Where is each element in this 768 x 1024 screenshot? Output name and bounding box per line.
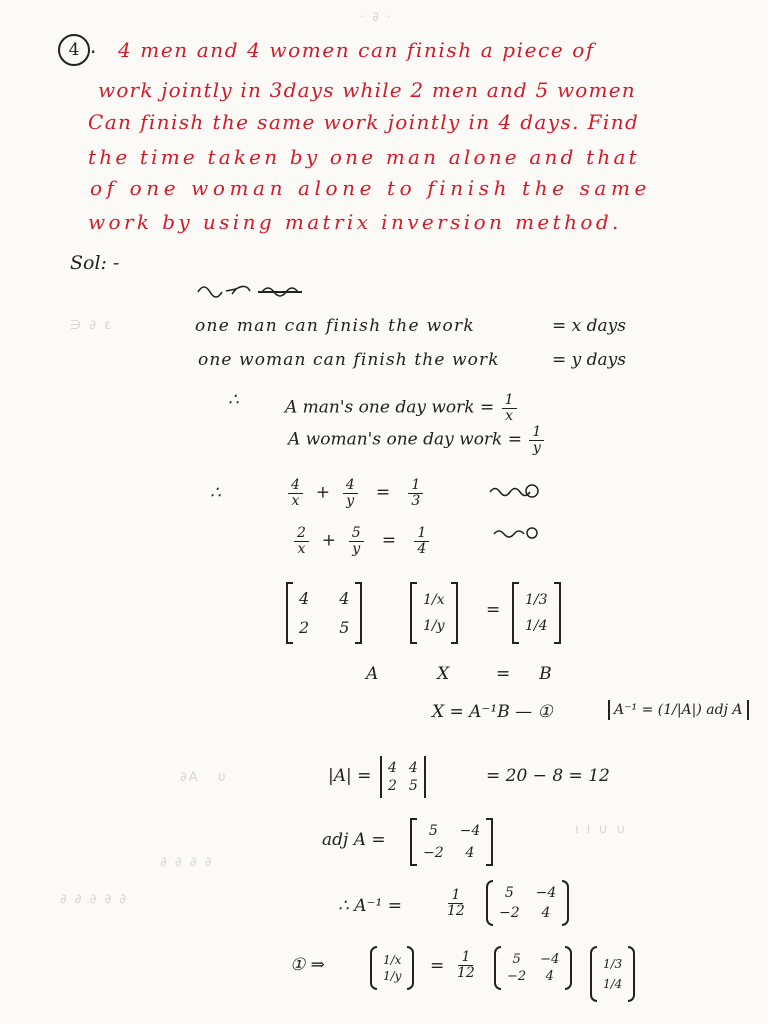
- final-adjoint-matrix: 5 −4 −2 4: [494, 946, 572, 990]
- scratched-out-text: [488, 483, 544, 499]
- bleed-through-mark: ∂ ∂ ∂ ∂: [160, 855, 214, 870]
- inverse-formula: A⁻¹ = (1/|A|) adj A: [608, 700, 749, 720]
- question-number-dot: .: [90, 34, 97, 58]
- vector-B: 1/3 1/4: [512, 582, 561, 644]
- final-equals: =: [430, 956, 445, 976]
- scratched-out-text: [196, 282, 306, 300]
- bleed-through-mark: ı ı ∪ ∪: [575, 822, 628, 837]
- bleed-through-mark: ∋ ∂ ε: [70, 318, 114, 333]
- adjoint-label: adj A =: [322, 830, 386, 850]
- final-step-prefix: ① ⇒: [290, 955, 325, 975]
- let-man-statement: one man can finish the work: [195, 316, 476, 336]
- let-woman-value: = y days: [552, 350, 627, 370]
- question-line-3: Can finish the same work jointly in 4 days. Find: [88, 110, 640, 134]
- matrix-A: 4 4 2 5: [286, 582, 362, 644]
- question-line-5: of one woman alone to finish the same: [90, 176, 651, 200]
- question-line-1: 4 men and 4 women can finish a piece of: [118, 38, 595, 62]
- equation-1: $\frac{4}{x}$ + $\frac{4}{y}$ = $\frac{1}{3}$: [286, 478, 425, 508]
- determinant-label: |A| =: [328, 766, 372, 786]
- determinant-A: 4 4 2 5: [380, 756, 426, 798]
- inverse-scalar: $\frac{1}{12}$: [447, 887, 465, 919]
- equation-2: $\frac{2}{x}$ + $\frac{5}{y}$ = $\frac{1}{4}$: [292, 526, 431, 556]
- question-line-2: work jointly in 3days while 2 men and 5 women: [98, 78, 636, 102]
- x-equals-ainv-b: X = A⁻¹B — ①: [432, 702, 553, 722]
- scratched-out-text: [492, 526, 542, 540]
- question-number-badge: 4: [58, 34, 90, 66]
- bleed-through-mark: · ∂ ·: [360, 10, 394, 25]
- final-rhs-vector: 1/3 1/4: [590, 946, 635, 1002]
- inverse-label: ∴ A⁻¹ =: [338, 896, 402, 916]
- bleed-through-mark: ∂A υ: [180, 770, 228, 785]
- therefore-symbol-2: ∴: [210, 483, 221, 503]
- therefore-symbol: ∴: [228, 390, 239, 410]
- man-one-day-work: A man's one day work = $\frac{1}{x}$: [285, 393, 519, 423]
- question-line-6: work by using matrix inversion method.: [88, 210, 622, 234]
- adjoint-matrix: 5 −4 −2 4: [410, 818, 493, 866]
- determinant-result: = 20 − 8 = 12: [486, 766, 610, 786]
- vector-X: 1/x 1/y: [410, 582, 458, 644]
- fraction-1-over-x: $\frac{1}{x}$: [502, 393, 517, 423]
- solution-label: Sol: -: [70, 252, 120, 274]
- let-man-value: = x days: [552, 316, 626, 336]
- bleed-through-mark: ∂ ∂ ∂ ∂ ∂: [60, 892, 129, 907]
- woman-one-day-work: A woman's one day work = $\frac{1}{y}$: [288, 425, 546, 455]
- question-line-4: the time taken by one man alone and that: [88, 145, 640, 169]
- final-lhs-vector: 1/x 1/y: [370, 946, 414, 990]
- ax-eq-b: A X = B: [366, 664, 552, 684]
- inverse-adjoint-matrix: 5 −4 −2 4: [486, 880, 569, 926]
- final-scalar: $\frac{1}{12}$: [457, 949, 475, 981]
- fraction-1-over-y: $\frac{1}{y}$: [529, 425, 544, 455]
- equals-sign: =: [486, 600, 501, 620]
- let-woman-statement: one woman can finish the work: [198, 350, 500, 370]
